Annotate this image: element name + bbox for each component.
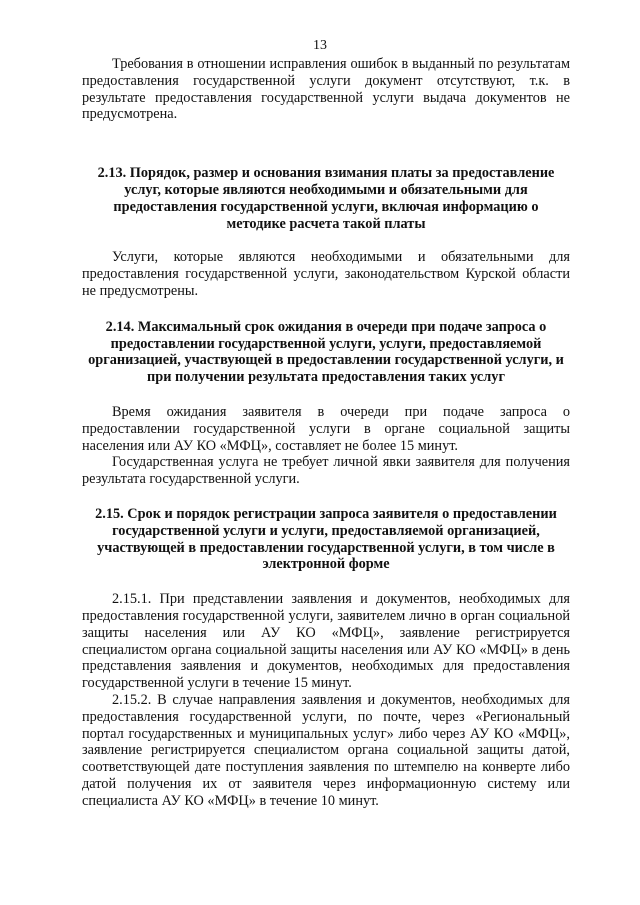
paragraph-personal-attendance: Государственная услуга не требует личной явки заявителя для получения результата государственной услуги. — [82, 454, 570, 488]
paragraph-error-correction: Требования в отношении исправления ошибок в выданный по результатам предоставления государственной услуги документ отсутствуют, т.к. в результате предоставления государственной услуги выдача документов не предусмотрена. — [82, 56, 570, 123]
section-heading-2-15: 2.15. Срок и порядок регистрации запроса заявителя о предоставлении государственной услуги и услуги, предоставляемой организацией, участвующей в предоставлении государственной услуги, в том числе в электронной форме — [95, 505, 557, 573]
paragraph-required-services: Услуги, которые являются необходимыми и обязательными для предоставления государственной услуги, законодательством Курской области не предусмотрены. — [82, 249, 570, 299]
section-heading-2-14: 2.14. Максимальный срок ожидания в очереди при подаче запроса о предоставлении государственной услуги, услуги, предоставляемой организацией, участвующей в предоставлении государственной услуги, и при получении результата предоставления таких услуг — [88, 318, 564, 386]
paragraph-2-15-1: 2.15.1. При представлении заявления и документов, необходимых для предоставления государственной услуги, заявителем лично в орган социальной защиты населения или АУ КО «МФЦ», заявление регистрируется специалистом органа социальной защиты населения или АУ КО «МФЦ» в день представления заявления и документов, необходимых для предоставления государственной услуги в течение 15 минут. — [82, 591, 570, 692]
page-content — [82, 56, 570, 809]
section-heading-2-13: 2.13. Порядок, размер и основания взимания платы за предоставление услуг, которые являются необходимыми и обязательными для предоставления государственной услуги, включая информацию о методике расчета такой платы — [97, 165, 555, 232]
paragraph-waiting-time: Время ожидания заявителя в очереди при подаче запроса о предоставлении государственной услуги в органе социальной защиты населения или АУ КО «МФЦ», составляет не более 15 минут. — [82, 403, 570, 454]
paragraph-2-15-2: 2.15.2. В случае направления заявления и документов, необходимых для предоставления государственной услуги, по почте, через «Региональный портал государственных и муниципальных услуг» либо через АУ КО «МФЦ», заявление регистрируется специалистом органа социальной защиты датой, соответствующей дате поступления заявления по штемпелю на конверте либо датой получения их от заявителя через информационную систему или специалиста АУ КО «МФЦ» в течение 10 минут. — [82, 691, 570, 809]
page-number: 13 — [313, 38, 327, 53]
